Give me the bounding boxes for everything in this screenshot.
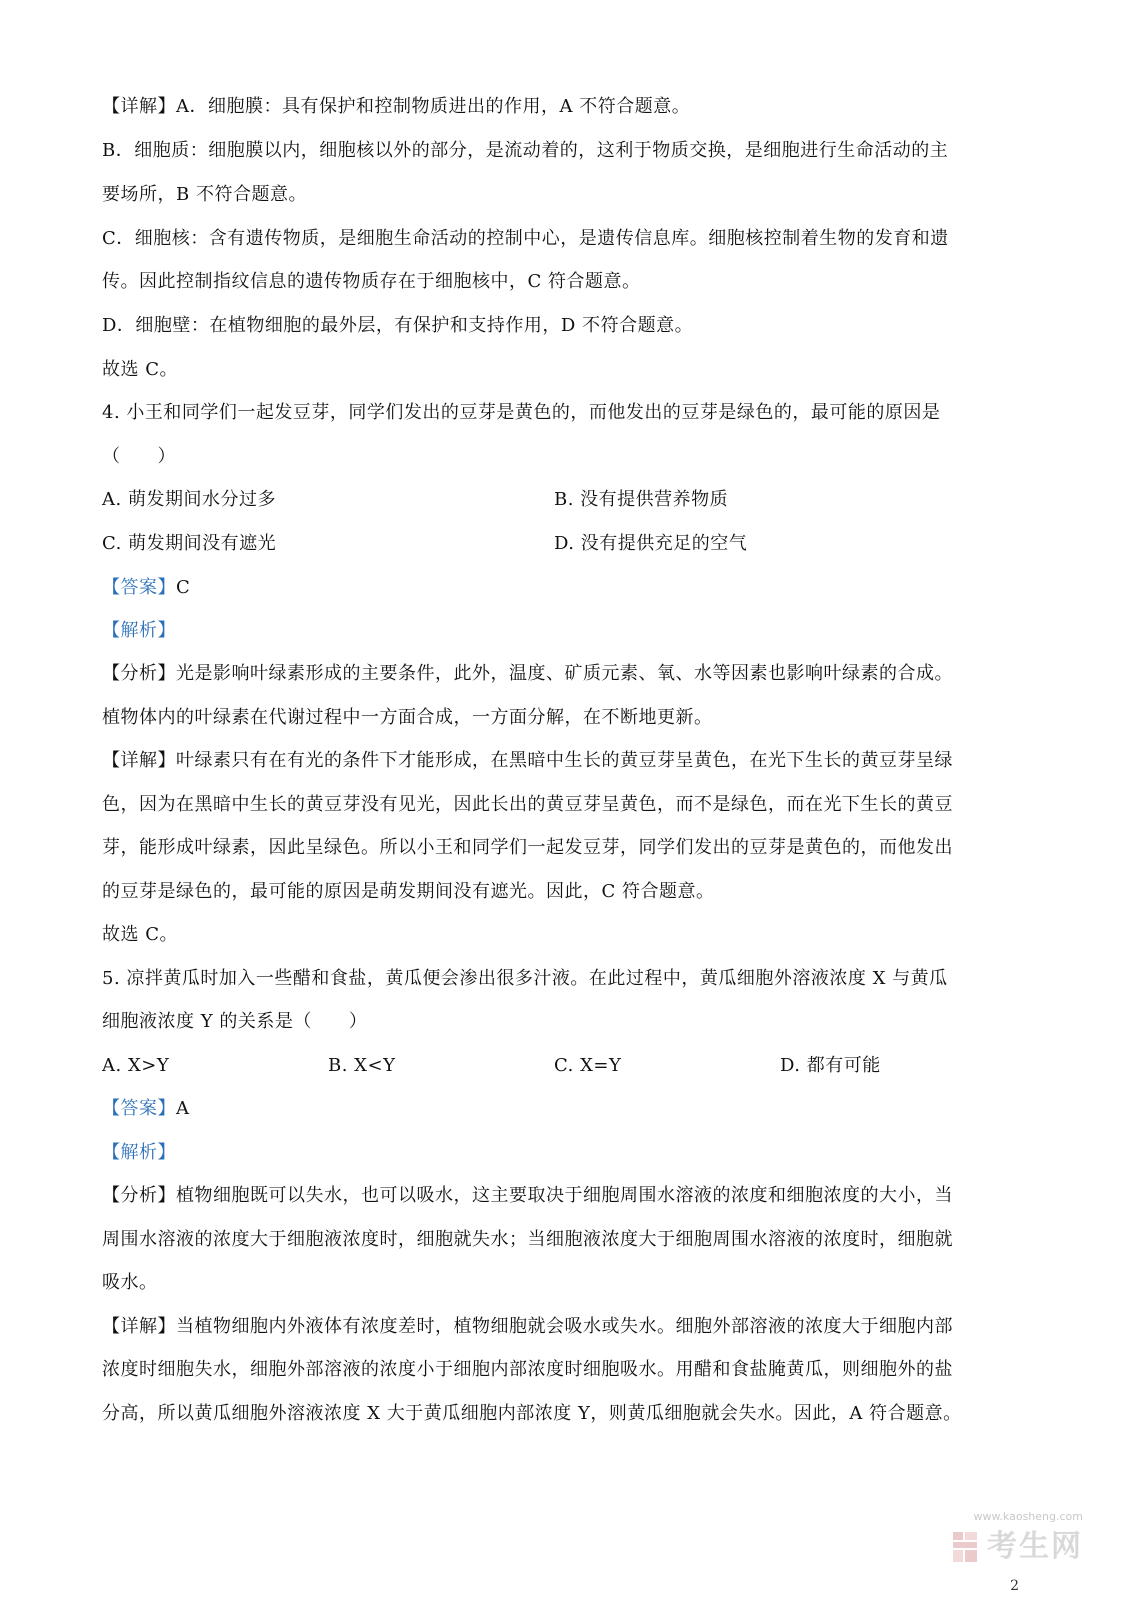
text-line: 传。因此控制指纹信息的遗传物质存在于细胞核中，C 符合题意。 — [102, 271, 641, 292]
q4-option-a: A. 萌发期间水分过多 — [102, 489, 276, 510]
q4-option-d: D. 没有提供充足的空气 — [554, 533, 748, 554]
q4-body-line: 植物体内的叶绿素在代谢过程中一方面合成，一方面分解，在不断地更新。 — [102, 707, 713, 728]
question-4-blank: （ ） — [102, 446, 176, 467]
question-4-stem: 4. 小王和同学们一起发豆芽，同学们发出的豆芽是黄色的，而他发出的豆芽是绿色的，最可能的原因是 — [102, 402, 941, 423]
answer-label: 【答案】 — [102, 577, 176, 598]
answer-label: 【答案】 — [102, 1098, 176, 1119]
q4-analysis-label: 【解析】 — [102, 620, 176, 641]
text-line: D．细胞壁：在植物细胞的最外层，有保护和支持作用，D 不符合题意。 — [102, 315, 694, 336]
q5-body-line: 周围水溶液的浓度大于细胞液浓度时，细胞就失水；当细胞液浓度大于细胞周围水溶液的浓度时，细胞就 — [102, 1229, 953, 1250]
question-5-stem: 5. 凉拌黄瓜时加入一些醋和食盐，黄瓜便会渗出很多汁液。在此过程中，黄瓜细胞外溶液浓度 X 与黄瓜 — [102, 968, 948, 989]
q5-body-line: 【分析】植物细胞既可以失水，也可以吸水，这主要取决于细胞周围水溶液的浓度和细胞浓度的大小，当 — [102, 1185, 953, 1206]
text-line: 【详解】A．细胞膜：具有保护和控制物质进出的作用，A 不符合题意。 — [102, 96, 691, 117]
q5-option-b: B. X<Y — [328, 1055, 396, 1076]
q4-body-line: 【详解】叶绿素只有在有光的条件下才能形成，在黑暗中生长的黄豆芽呈黄色，在光下生长的黄豆芽呈绿 — [102, 750, 953, 771]
watermark — [951, 1527, 1083, 1567]
q5-body-line: 分高，所以黄瓜细胞外溶液浓度 X 大于黄瓜细胞内部浓度 Y，则黄瓜细胞就会失水。因此，A 符合题意。 — [102, 1403, 962, 1424]
page-number: 2 — [1010, 1578, 1019, 1594]
kaosheng-logo-icon — [951, 1530, 981, 1564]
q4-body-line: 芽，能形成叶绿素，因此呈绿色。所以小王和同学们一起发豆芽，同学们发出的豆芽是黄色的，而他发出 — [102, 837, 953, 858]
q5-body-line: 吸水。 — [102, 1272, 158, 1293]
text-line: C．细胞核：含有遗传物质，是细胞生命活动的控制中心，是遗传信息库。细胞核控制着生物的发育和遗 — [102, 228, 949, 249]
q4-body-line: 色，因为在黑暗中生长的黄豆芽没有见光，因此长出的黄豆芽呈黄色，而不是绿色，而在光下生长的黄豆 — [102, 794, 953, 815]
q5-body-line: 【详解】当植物细胞内外液体有浓度差时，植物细胞就会吸水或失水。细胞外部溶液的浓度大于细胞内部 — [102, 1316, 953, 1337]
q4-option-b: B. 没有提供营养物质 — [554, 489, 729, 510]
question-5-stem-cont: 细胞液浓度 Y 的关系是（ ） — [102, 1011, 368, 1032]
q5-option-d: D. 都有可能 — [780, 1055, 881, 1076]
q4-body-line: 【分析】光是影响叶绿素形成的主要条件，此外，温度、矿质元素、氧、水等因素也影响叶绿素的合成。 — [102, 663, 953, 684]
watermark-url: www.kaosheng.com — [973, 1510, 1083, 1523]
watermark-text: 考生网 — [987, 1529, 1083, 1564]
q5-answer: 【答案】A — [102, 1098, 190, 1119]
q5-option-a: A. X>Y — [102, 1055, 170, 1076]
q4-answer: 【答案】C — [102, 577, 191, 598]
q4-body-line: 的豆芽是绿色的，最可能的原因是萌发期间没有遮光。因此，C 符合题意。 — [102, 881, 715, 902]
text-line: 故选 C。 — [102, 359, 178, 380]
q5-analysis-label: 【解析】 — [102, 1142, 176, 1163]
q5-option-c: C. X=Y — [554, 1055, 622, 1076]
text-line: 要场所，B 不符合题意。 — [102, 184, 307, 205]
text-line: B．细胞质：细胞膜以内，细胞核以外的部分，是流动着的，这利于物质交换，是细胞进行生命活动的主 — [102, 140, 949, 161]
q5-body-line: 浓度时细胞失水，细胞外部溶液的浓度小于细胞内部浓度时细胞吸水。用醋和食盐腌黄瓜，则细胞外的盐 — [102, 1359, 953, 1380]
q4-body-line: 故选 C。 — [102, 924, 178, 945]
q4-option-c: C. 萌发期间没有遮光 — [102, 533, 277, 554]
